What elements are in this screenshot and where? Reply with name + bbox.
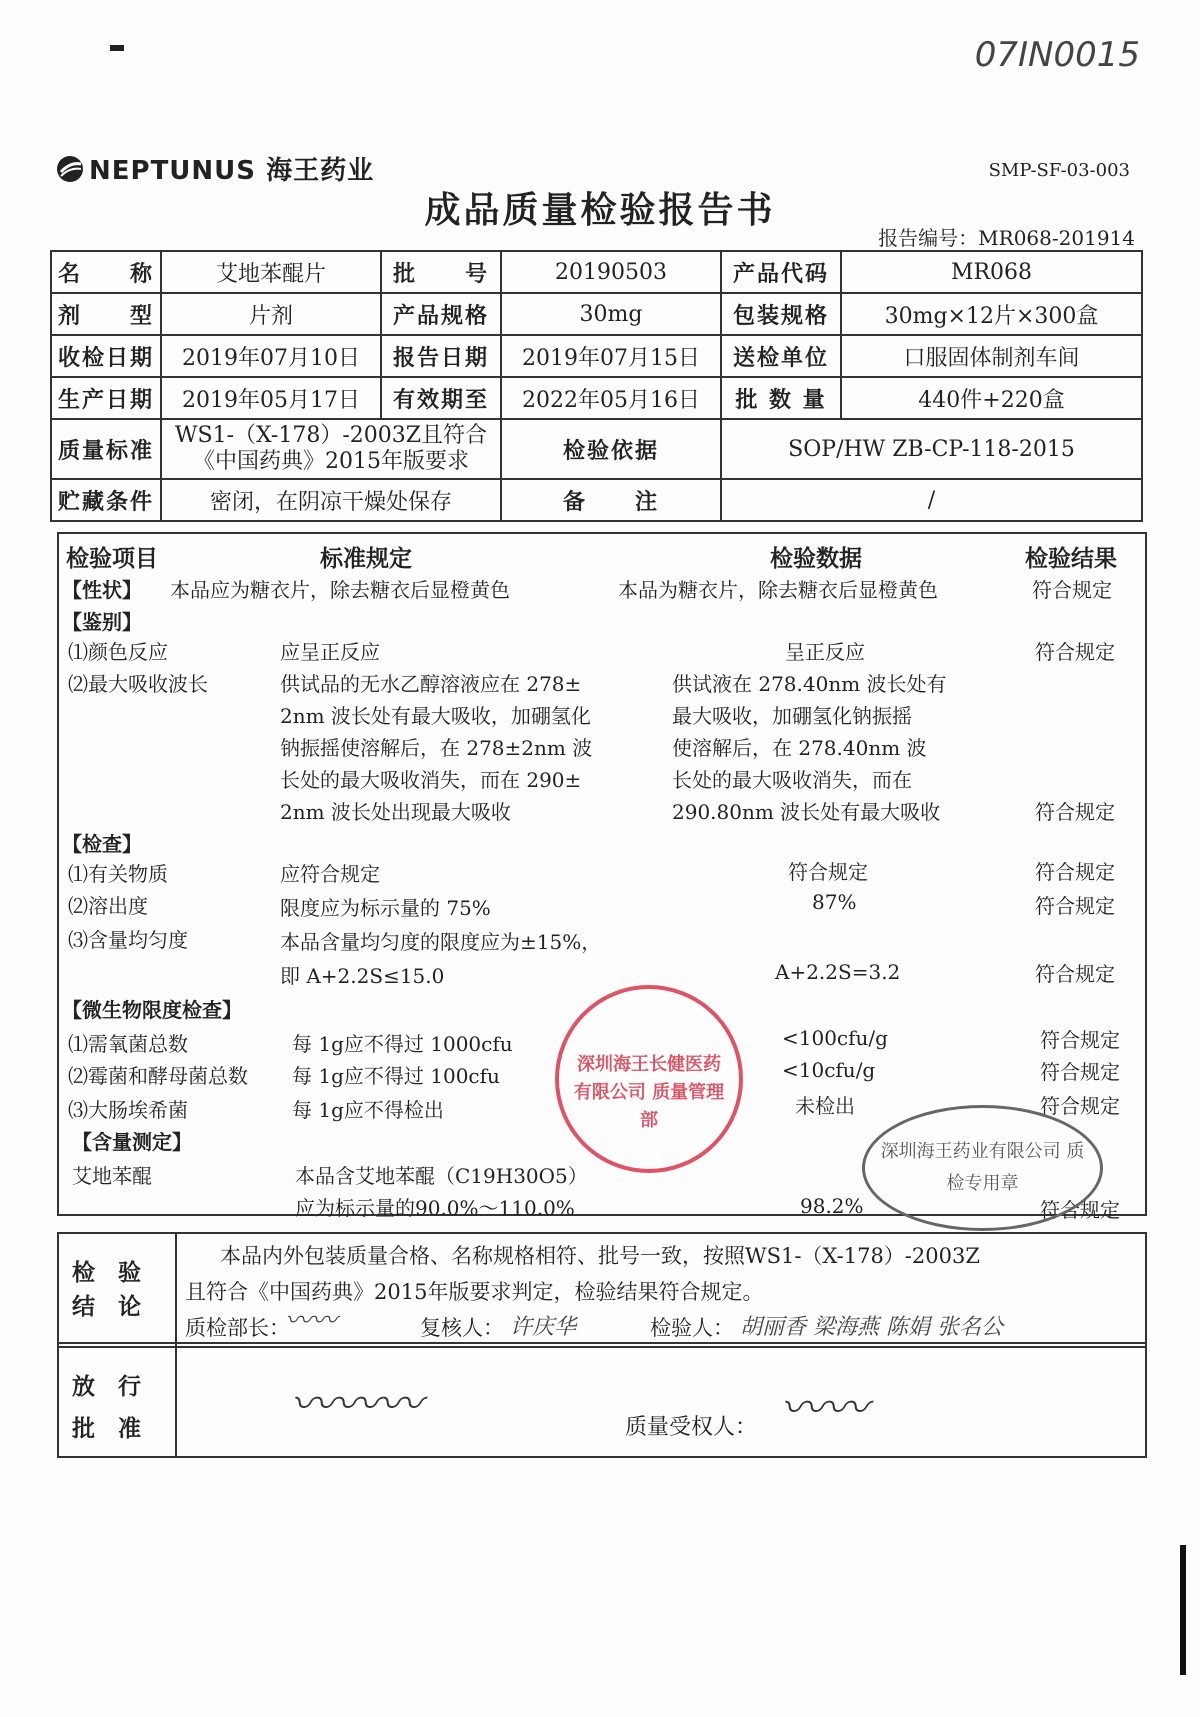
value-product-code: MR068 <box>841 251 1142 293</box>
grey-qc-seal: 深圳海王药业有限公司 质检专用章 <box>862 1105 1103 1231</box>
conclusion-line-2: 且符合《中国药典》2015年版要求判定，检验结果符合规定。 <box>185 1280 764 1304</box>
assay-item: 艾地苯醌 <box>72 1164 152 1188</box>
assay-data: 98.2% <box>800 1194 864 1218</box>
test1-standard: 应符合规定 <box>280 862 380 886</box>
col-item-header: 检验项目 <box>66 545 158 572</box>
test3-data: A+2.2S=3.2 <box>775 960 901 984</box>
label-spec: 产品规格 <box>381 293 501 335</box>
micro1-result: 符合规定 <box>1040 1028 1120 1052</box>
release-box <box>57 1342 1147 1458</box>
standard-line-1: WS1-（X-178）-2003Z且符合 <box>174 423 488 448</box>
id2-standard-2: 2nm 波长处有最大吸收，加硼氢化 <box>280 704 591 728</box>
label-standard: 质量标准 <box>51 419 161 479</box>
company-name: NEPTUNUS 海王药业 <box>89 156 375 186</box>
value-receive-date: 2019年07月10日 <box>161 335 381 377</box>
appearance-standard: 本品应为糖衣片，除去糖衣后显橙黄色 <box>170 578 510 602</box>
qc-head-label: 质检部长： <box>185 1316 290 1340</box>
id2-data-5: 290.80nm 波长处有最大吸收 <box>672 800 941 824</box>
value-batch-quantity: 440件+220盒 <box>841 377 1142 419</box>
scan-edge <box>1180 1545 1186 1675</box>
micro1-data: <100cfu/g <box>782 1026 888 1050</box>
section-identification: 【鉴别】 <box>62 610 142 634</box>
id2-data-1: 供试液在 278.40nm 波长处有 <box>672 672 947 696</box>
standard-line-2: 《中国药典》2015年版要求 <box>193 449 469 474</box>
value-basis: SOP/HW ZB-CP-118-2015 <box>721 419 1142 479</box>
approver-signature: 〰〰〰 <box>290 1379 422 1430</box>
divider <box>175 1232 177 1346</box>
neptunus-logo-icon <box>55 154 85 184</box>
value-standard <box>161 419 501 479</box>
label-storage: 贮藏条件 <box>51 479 161 521</box>
section-microbial: 【微生物限度检查】 <box>62 998 242 1022</box>
test3-item: ⑶含量均匀度 <box>68 928 188 952</box>
table-row <box>51 293 1142 335</box>
test2-standard: 限度应为标示量的 75% <box>280 896 491 920</box>
test2-result: 符合规定 <box>1035 894 1115 918</box>
label-basis: 检验依据 <box>501 419 721 479</box>
assay-standard-2: 应为标示量的90.0%～110.0% <box>295 1196 575 1220</box>
id2-standard-1: 供试品的无水乙醇溶液应在 278± <box>280 672 582 696</box>
id2-item: ⑵最大吸收波长 <box>68 672 208 696</box>
value-production-date: 2019年05月17日 <box>161 377 381 419</box>
conclusion-label-2: 结 论 <box>72 1293 141 1320</box>
id1-item: ⑴颜色反应 <box>68 640 168 664</box>
table-row <box>51 419 1142 479</box>
red-department-seal: 深圳海王长健医药有限公司 质量管理部 <box>555 985 743 1173</box>
id2-data-3: 使溶解后，在 278.40nm 波 <box>672 736 927 760</box>
test3-standard-2: 即 A+2.2S≤15.0 <box>280 964 445 988</box>
qc-head-signature: 〰〰 <box>285 1306 338 1336</box>
col-data-header: 检验数据 <box>770 545 862 572</box>
micro1-item: ⑴需氧菌总数 <box>68 1032 188 1056</box>
value-spec: 30mg <box>501 293 721 335</box>
label-production-date: 生产日期 <box>51 377 161 419</box>
label-receive-date: 收检日期 <box>51 335 161 377</box>
id2-standard-3: 钠振摇使溶解后，在 278±2nm 波 <box>280 736 593 760</box>
micro2-data: <10cfu/g <box>782 1058 876 1082</box>
micro2-item: ⑵霉菌和酵母菌总数 <box>68 1064 248 1088</box>
label-report-date: 报告日期 <box>381 335 501 377</box>
page-title: 成品质量检验报告书 <box>424 189 776 231</box>
test1-item: ⑴有关物质 <box>68 862 168 886</box>
appearance-result: 符合规定 <box>1032 578 1112 602</box>
reviewer-label: 复核人： <box>420 1316 504 1340</box>
table-row <box>51 479 1142 521</box>
col-standard-header: 标准规定 <box>320 545 412 572</box>
id2-data-4: 长处的最大吸收消失，而在 <box>672 768 912 792</box>
col-result-header: 检验结果 <box>1025 545 1117 572</box>
test2-data: 87% <box>812 890 857 914</box>
label-package: 包装规格 <box>721 293 841 335</box>
label-expiry: 有效期至 <box>381 377 501 419</box>
release-label-1: 放 行 <box>72 1373 141 1400</box>
label-submitter: 送检单位 <box>721 335 841 377</box>
test1-data: 符合规定 <box>788 860 868 884</box>
label-remarks: 备 注 <box>501 479 721 521</box>
release-label-2: 批 准 <box>72 1415 141 1442</box>
report-number: 报告编号：MR068-201914 <box>878 226 1135 250</box>
value-batch: 20190503 <box>501 251 721 293</box>
value-dosage-form: 片剂 <box>161 293 381 335</box>
micro1-standard: 每 1g应不得过 1000cfu <box>292 1032 513 1056</box>
id2-result: 符合规定 <box>1035 800 1115 824</box>
value-storage: 密闭，在阴凉干燥处保存 <box>161 479 501 521</box>
test1-result: 符合规定 <box>1035 860 1115 884</box>
label-batch-quantity: 批 数 量 <box>721 377 841 419</box>
table-row <box>51 251 1142 293</box>
id2-standard-4: 长处的最大吸收消失，而在 290± <box>280 768 582 792</box>
reviewer-signature: 许庆华 <box>510 1315 577 1340</box>
id2-data-2: 最大吸收，加硼氢化钠振摇 <box>672 704 912 728</box>
micro3-item: ⑶大肠埃希菌 <box>68 1098 188 1122</box>
conclusion-line-1: 本品内外包装质量合格、名称规格相符、批号一致，按照WS1-（X-178）-2003Z <box>220 1244 980 1268</box>
conclusion-label-1: 检 验 <box>72 1259 141 1286</box>
value-package: 30mg×12片×300盒 <box>841 293 1142 335</box>
section-appearance: 【性状】 <box>62 578 142 602</box>
micro2-result: 符合规定 <box>1040 1060 1120 1084</box>
table-row <box>51 335 1142 377</box>
divider <box>175 1342 177 1456</box>
label-batch: 批 号 <box>381 251 501 293</box>
inspector-signatures: 胡丽香 梁海燕 陈娟 张名公 <box>740 1315 1003 1340</box>
table-row <box>51 377 1142 419</box>
test2-item: ⑵溶出度 <box>68 894 148 918</box>
scan-mark <box>110 45 124 51</box>
assay-result: 符合规定 <box>1040 1198 1120 1222</box>
test3-standard-1: 本品含量均匀度的限度应为±15%， <box>280 930 602 954</box>
assay-standard-1: 本品含艾地苯醌（C19H30O5） <box>295 1164 588 1188</box>
id1-result: 符合规定 <box>1035 640 1115 664</box>
doc-code: SMP-SF-03-003 <box>988 160 1130 181</box>
qa-person-label: 质量受权人： <box>625 1415 758 1440</box>
value-expiry: 2022年05月16日 <box>501 377 721 419</box>
value-submitter: 口服固体制剂车间 <box>841 335 1142 377</box>
handwritten-note: 07IN0015 <box>974 35 1140 75</box>
test3-result: 符合规定 <box>1035 962 1115 986</box>
info-table <box>50 250 1143 522</box>
label-dosage-form: 剂 型 <box>51 293 161 335</box>
value-remarks: / <box>721 479 1142 521</box>
section-tests: 【检查】 <box>62 832 142 856</box>
id1-standard: 应呈正反应 <box>280 640 380 664</box>
label-name: 名 称 <box>51 251 161 293</box>
label-product-code: 产品代码 <box>721 251 841 293</box>
micro2-standard: 每 1g应不得过 100cfu <box>292 1064 500 1088</box>
micro3-data: 未检出 <box>795 1094 855 1118</box>
inspector-label: 检验人： <box>650 1316 734 1340</box>
appearance-data: 本品为糖衣片，除去糖衣后显橙黄色 <box>618 578 938 602</box>
id2-standard-5: 2nm 波长处出现最大吸收 <box>280 800 511 824</box>
value-report-date: 2019年07月15日 <box>501 335 721 377</box>
qa-person-signature: 〰〰 <box>780 1383 868 1434</box>
micro3-result: 符合规定 <box>1040 1094 1120 1118</box>
section-assay: 【含量测定】 <box>72 1130 192 1154</box>
micro3-standard: 每 1g应不得检出 <box>292 1098 444 1122</box>
value-name: 艾地苯醌片 <box>161 251 381 293</box>
id1-data: 呈正反应 <box>785 640 865 664</box>
